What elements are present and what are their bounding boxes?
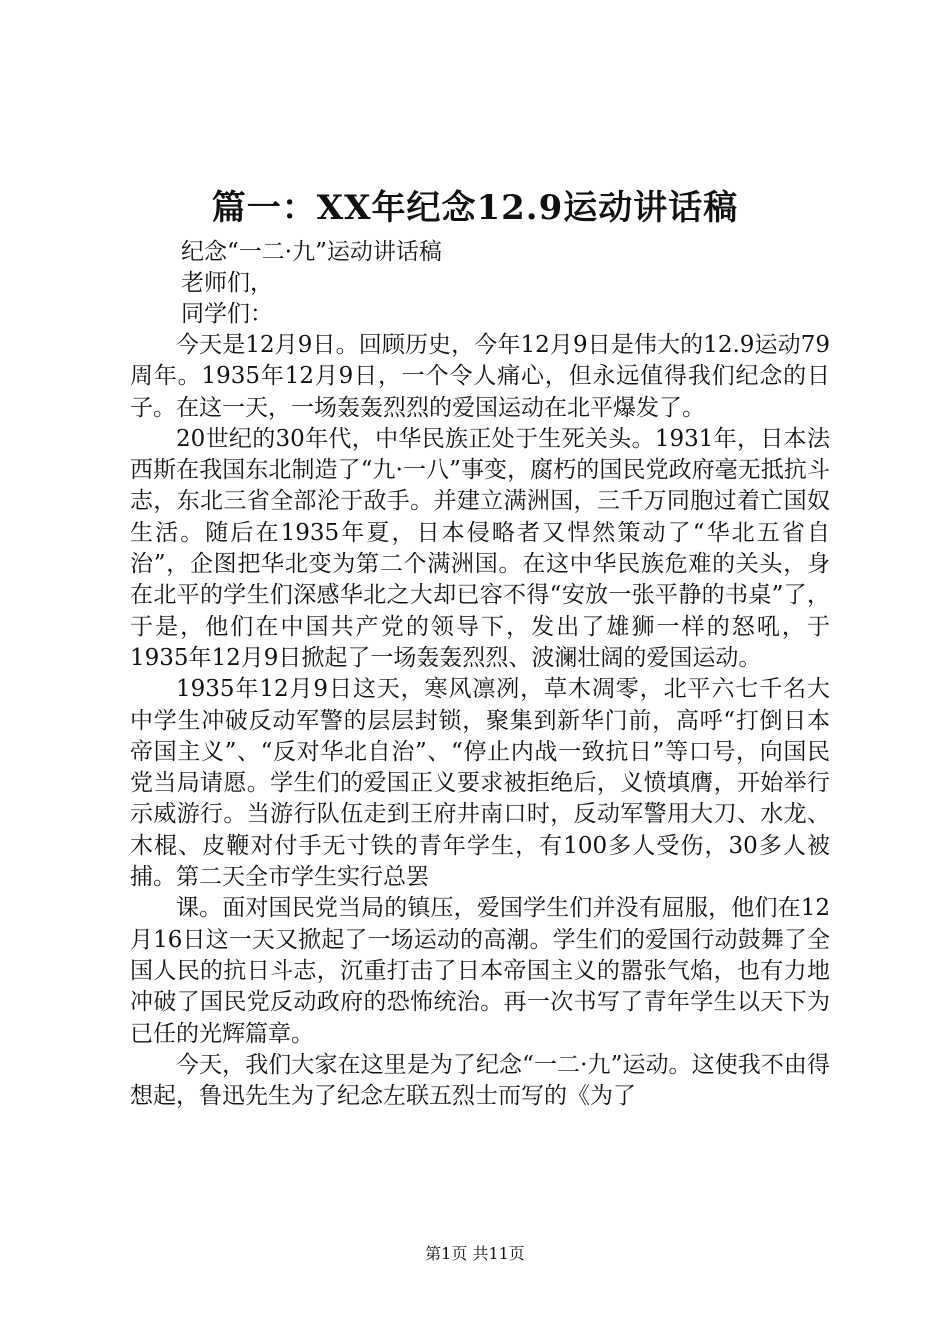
speech-heading: 纪念“一二·九”运动讲话稿 xyxy=(181,239,442,265)
paragraph-4: 课。面对国民党当局的镇压，爱国学生们并没有屈服，他们在12月16日这一天又掀起了一场运动的高潮。学生们的爱国行动鼓舞了全国人民的抗日斗志，沉重打击了日本帝国主义的嚣张气焰，也有力地冲破了国民党反动政府的恐怖统治。再一次书写了青年学生以天下为已任的光辉篇章。 xyxy=(130,895,830,1047)
page-title: 篇一：XX年纪念12.9运动讲话稿 xyxy=(211,188,739,228)
paragraph-1: 今天是12月9日。回顾历史，今年12月9日是伟大的12.9运动79周年。1935年12月9日，一个令人痛心，但永远值得我们纪念的日子。在这一天，一场轰轰烈烈的爱国运动在北平爆发了。 xyxy=(130,332,830,421)
speech-body xyxy=(130,330,830,1112)
salutation-teachers: 老师们， xyxy=(181,270,273,296)
salutation-students: 同学们： xyxy=(181,301,273,327)
paragraph-2: 20世纪的30年代，中华民族正处于生死关头。1931年，日本法西斯在我国东北制造了“九·一八”事变，腐朽的国民党政府毫无抵抗斗志，东北三省全部沦于敌手。并建立满洲国，三千万同胞过着亡国奴生活。随后在1935年夏，日本侵略者又悍然策动了“华北五省自治”，企图把华北变为第二个满洲国。在这中华民族危难的关头，身在北平的学生们深感华北之大却已容不得“安放一张平静的书桌”了，于是，他们在中国共产党的领导下，发出了雄狮一样的怒吼，于1935年12月9日掀起了一场轰轰烈烈、波澜壮阔的爱国运动。 xyxy=(130,425,830,671)
paragraph-3: 1935年12月9日这天，寒风凛冽，草木凋零，北平六七千名大中学生冲破反动军警的层层封锁，聚集到新华门前，高呼“打倒日本帝国主义”、“反对华北自治”、“停止内战一致抗日”等口号，向国民党当局请愿。学生们的爱国正义要求被拒绝后，义愤填膺，开始举行示威游行。当游行队伍走到王府井南口时，反动军警用大刀、水龙、木棍、皮鞭对付手无寸铁的青年学生，有100多人受伤，30多人被捕。第二天全市学生实行总罢 xyxy=(130,676,830,891)
page-number-footer: 第1页 共11页 xyxy=(425,1244,525,1263)
paragraph-5: 今天，我们大家在这里是为了纪念“一二·九”运动。这使我不由得想起，鲁迅先生为了纪念左联五烈士而写的《为了 xyxy=(130,1051,830,1110)
